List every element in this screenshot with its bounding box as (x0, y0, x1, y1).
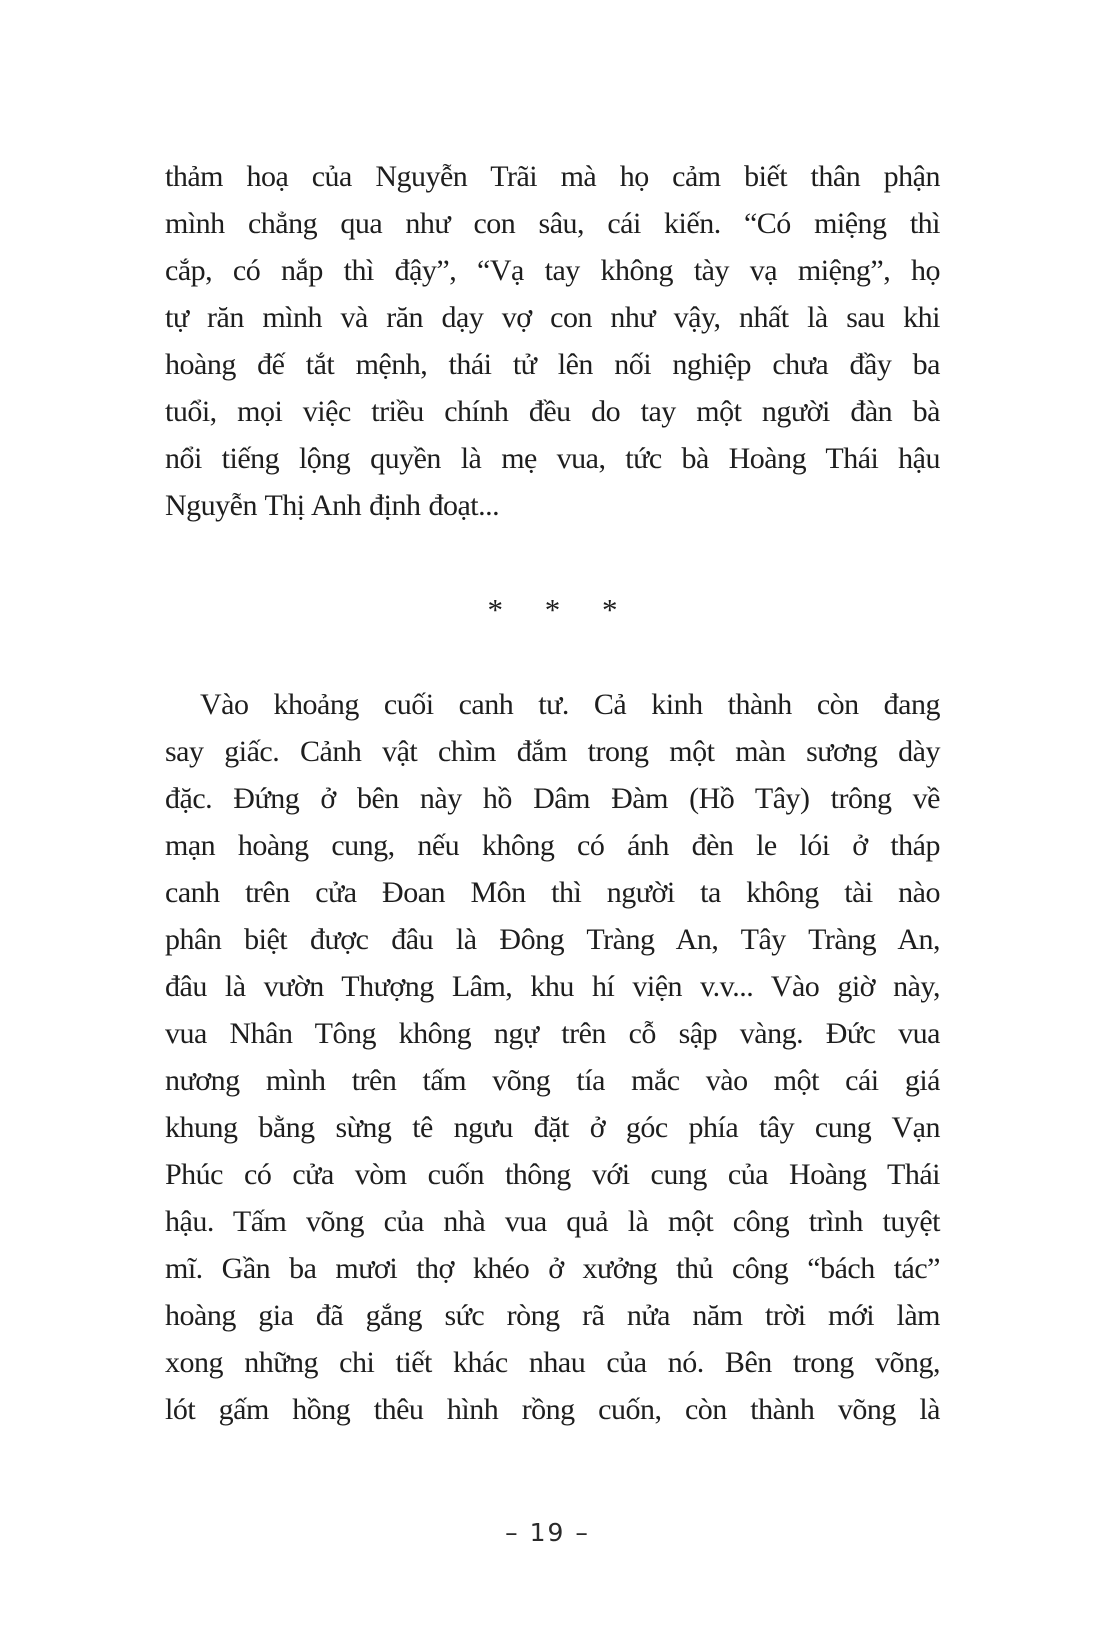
text-line: Nguyễn Thị Anh định đoạt... (165, 489, 500, 522)
section-separator: * * * (487, 592, 618, 627)
text-line: hậu. Tấm võng của nhà vua quả là một công trình tuyệt (165, 1205, 940, 1238)
text-line: đâu là vườn Thượng Lâm, khu hí viện v.v... Vào giờ này, (165, 970, 940, 1003)
text-line: Vào khoảng cuối canh tư. Cả kinh thành còn đang (200, 688, 940, 721)
text-line: cắp, có nắp thì đậy”, “Vạ tay không tày vạ miệng”, họ (165, 254, 940, 287)
text-line: thảm hoạ của Nguyễn Trãi mà họ cảm biết thân phận (165, 160, 940, 193)
page-number: – 19 – (505, 1518, 590, 1547)
text-line: tự răn mình và răn dạy vợ con như vậy, nhất là sau khi (165, 301, 940, 334)
text-line: hoàng gia đã gắng sức ròng rã nửa năm trời mới làm (165, 1299, 940, 1332)
text-line: canh trên cửa Đoan Môn thì người ta không tài nào (165, 876, 940, 909)
text-line: mĩ. Gần ba mươi thợ khéo ở xưởng thủ công “bách tác” (165, 1252, 940, 1285)
paragraph-continuation (165, 153, 940, 529)
text-line: vua Nhân Tông không ngự trên cỗ sập vàng. Đức vua (165, 1017, 940, 1050)
text-line: phân biệt được đâu là Đông Tràng An, Tây Tràng An, (165, 923, 940, 956)
text-line: lót gấm hồng thêu hình rồng cuốn, còn thành võng là (165, 1393, 940, 1426)
text-line: tuổi, mọi việc triều chính đều do tay một người đàn bà (165, 395, 940, 428)
text-line: xong những chi tiết khác nhau của nó. Bên trong võng, (165, 1346, 940, 1379)
text-line: mạn hoàng cung, nếu không có ánh đèn le lói ở tháp (165, 829, 940, 862)
text-line: khung bằng sừng tê ngưu đặt ở góc phía tây cung Vạn (165, 1111, 940, 1144)
paragraph-scene (165, 681, 940, 1433)
text-line: đặc. Đứng ở bên này hồ Dâm Đàm (Hồ Tây) trông về (165, 782, 940, 815)
text-line: mình chẳng qua như con sâu, cái kiến. “Có miệng thì (165, 207, 940, 240)
body-text (165, 153, 940, 1433)
text-line: hoàng đế tắt mệnh, thái tử lên nối nghiệp chưa đầy ba (165, 348, 940, 381)
text-line: say giấc. Cảnh vật chìm đắm trong một màn sương dày (165, 735, 940, 768)
text-line: nương mình trên tấm võng tía mắc vào một cái giá (165, 1064, 940, 1097)
text-line: Phúc có cửa vòm cuốn thông với cung của Hoàng Thái (165, 1158, 940, 1191)
text-line: nổi tiếng lộng quyền là mẹ vua, tức bà Hoàng Thái hậu (165, 442, 940, 475)
